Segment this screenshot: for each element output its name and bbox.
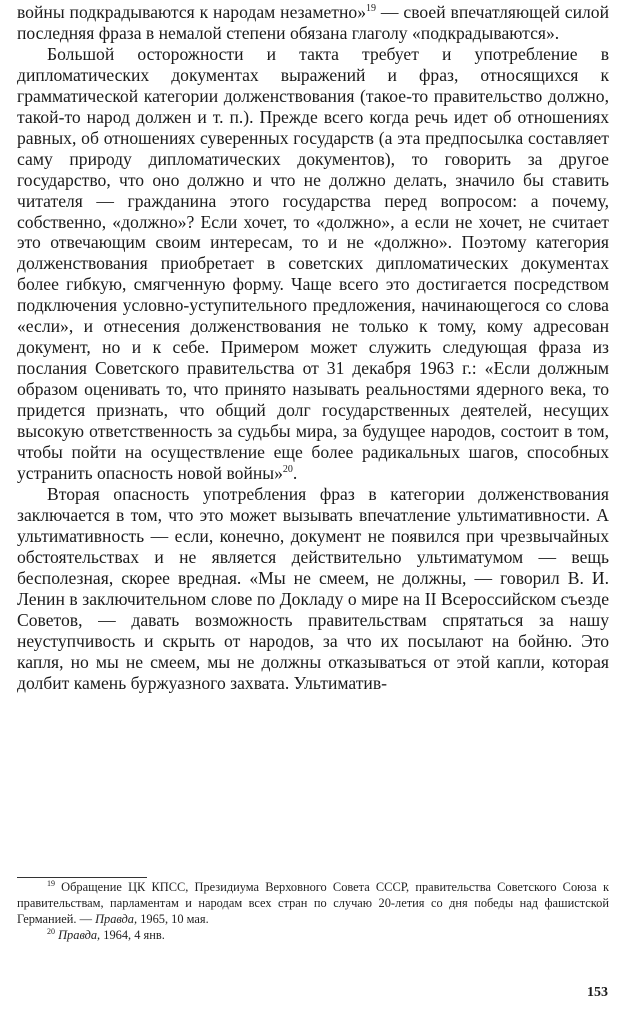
paragraph-text: — своей впечатляющей силой последняя фраза в немалой степени обязана глаголу «подкрадываются».: [17, 2, 609, 43]
footnote-mark: 20: [47, 927, 55, 936]
footnote-mark: 19: [47, 879, 55, 888]
footnote-ref: 20: [282, 463, 293, 475]
footnote-text: Обращение ЦК КПСС, Президиума Верховного Совета СССР, правительства Советского Союза к правительствам, парламентам и народам всех стран по случаю 20-летия со дня победы над фашистской Германией. —: [17, 880, 609, 926]
main-text: [17, 2, 609, 693]
paragraph-2: [17, 44, 609, 484]
footnote-source: Правда,: [95, 912, 138, 926]
paragraph-text: Большой осторожности и такта требует и употребление в дипломатических документах выражений и фраз, относящихся к грамматической категории долженствования (такое-то правительство должно, такой-то народ должен и т. п.). Прежде всего когда речь идет об отношениях равных, об отношениях суверенных государств (а эта предпосылка составляет саму природу дипломатических документов), то говорить за другое государство, что оно должно и что не должно делать, значило бы ставить читателя — гражданина этого государства перед вопросом: а почему, собственно, «должно»? Если хочет, то «должно», а если не хочет, не считает это отвечающим своим интересам, то и не «должно». Поэтому категория долженствования приобретает в советских дипломатических документах более гибкую, смягченную форму. Чаще всего это достигается посредством подключения условно-уступительного предложения, начинающегося со слова «если», и отнесения долженствования не только к тому, кому адресован документ, но и к себе. Примером может служить следующая фраза из послания Советского правительства от 31 декабря 1963 г.: «Если должным образом оценивать то, что принято называть реальностями ядерного века, то придется признать, что общий долг государственных деятелей, несущих высокую ответственность за судьбы мира, за будущее народов, состоит в том, чтобы пойти на осуществление еще более радикальных шагов, способных устранить опасность новой войны»: [17, 43, 609, 483]
footnote-text: 1965, 10 мая.: [137, 912, 209, 926]
paragraph-text: .: [292, 462, 298, 483]
footnote-source: Правда,: [58, 928, 101, 942]
paragraph-3: [17, 484, 609, 694]
paragraph-text: войны подкрадываются к народам незаметно»: [17, 2, 367, 22]
paragraph-text: Вторая опасность употребления фраз в категории долженствования заключается в том, что это может вызывать впечатление ультимативности. А ультимативность — если, конечно, документ не появился при чрезвычайных обстоятельствах и не является действительно ультиматумом — вещь бесполезная, скорее вредная. «Мы не смеем, не должны, — говорил В. И. Ленин в заключительном слове по Докладу о мире на II Всероссийском съезде Советов, — давать возможность правительствам спрятаться за нашу неуступчивость и скрыть от народов, за что их посылают на бойню. Это капля, но мы не смеем, мы не должны отказываться от этой капли, которая долбит камень буржуазного захвата. Ультиматив-: [17, 483, 609, 693]
footnote-19: [17, 879, 609, 927]
footnote-20: [17, 927, 609, 943]
footnote-divider: [17, 877, 147, 878]
footnote-text: 1964, 4 янв.: [100, 928, 165, 942]
footnote-ref: 19: [366, 3, 377, 14]
footnotes: [17, 879, 609, 943]
page-number: 153: [587, 985, 608, 1000]
paragraph-1: [17, 2, 609, 44]
